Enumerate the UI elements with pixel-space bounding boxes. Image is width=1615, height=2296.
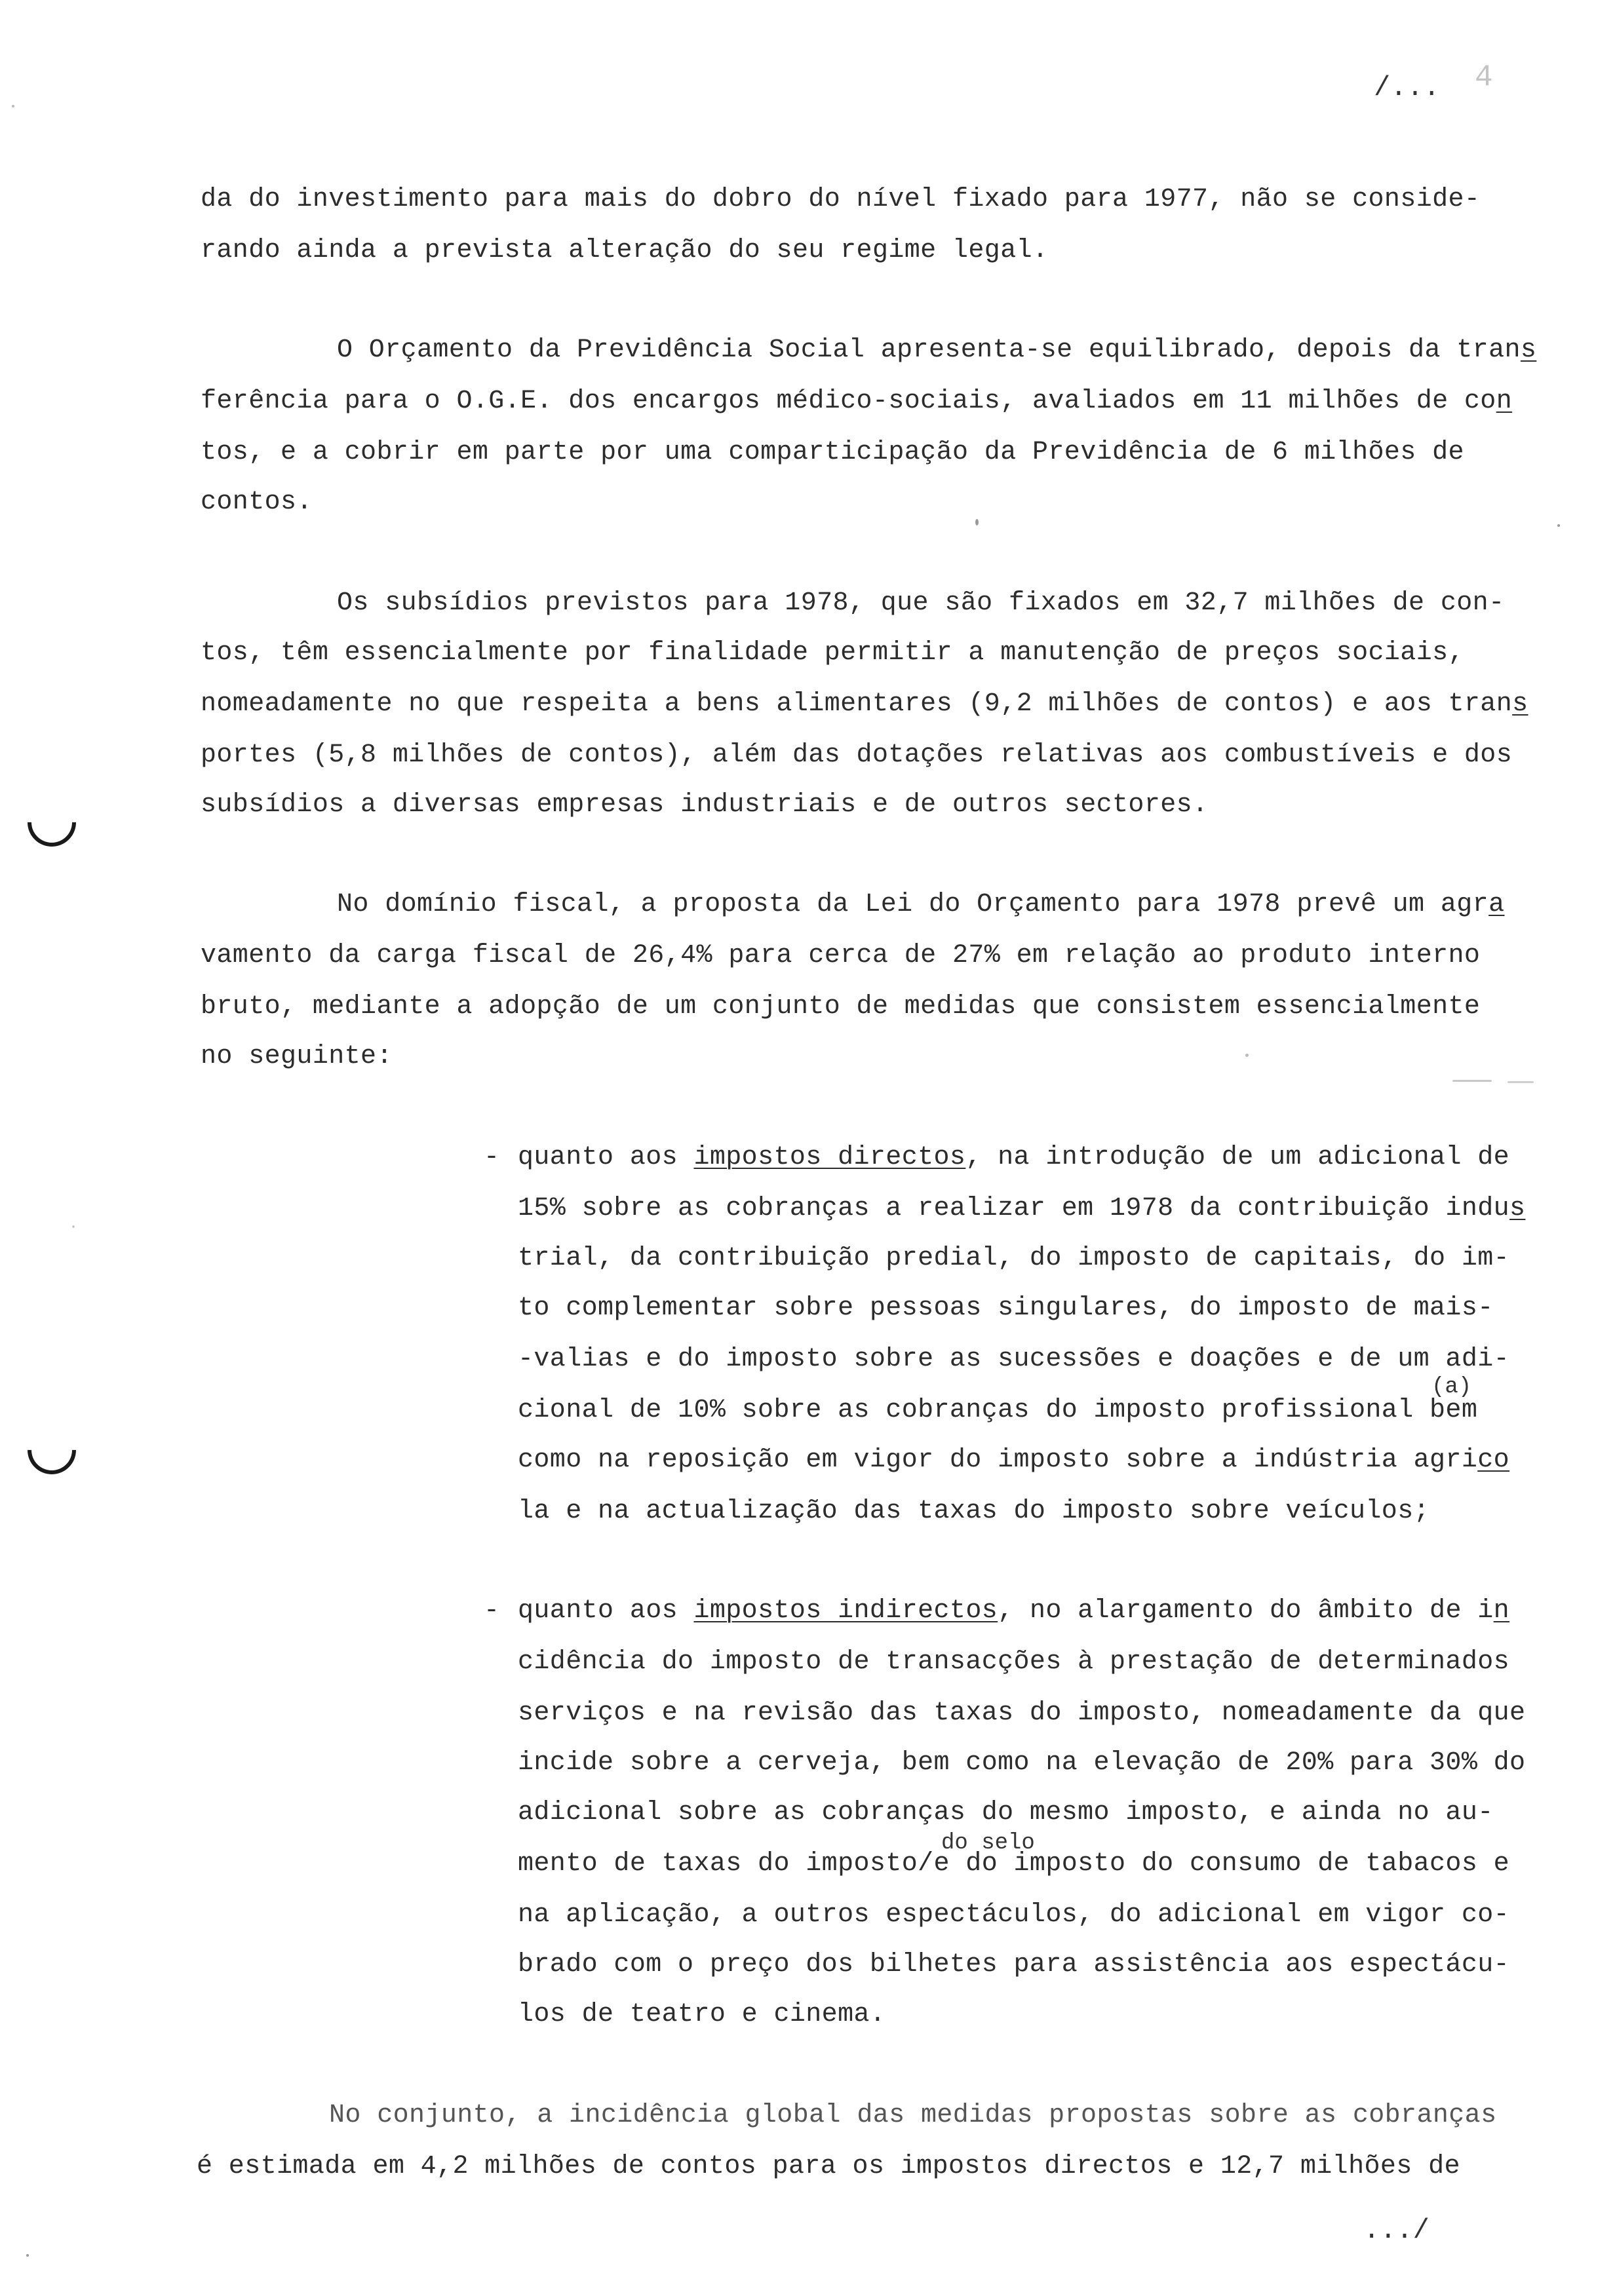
bullet-2-line-1-underlined: n — [1493, 1596, 1510, 1626]
punch-hole-mark-bottom — [18, 1416, 87, 1485]
footnote-mark: (a) — [1431, 1375, 1472, 1400]
paragraph-3-line-3-text: nomeadamente no que respeita a bens alimentares (9,2 milhões de contos) e aos tran — [201, 689, 1513, 719]
bullet-2-line-9: los de teatro e cinema. — [518, 2000, 886, 2029]
paragraph-3-line-1: Os subsídios previstos para 1978, que são fixados em 32,7 milhões de con- — [337, 588, 1505, 618]
bullet-1-line-5: -valias e do imposto sobre as sucessões e doações e de um adi- — [518, 1345, 1510, 1374]
bullet-2-line-5: adicional sobre as cobranças do mesmo imposto, e ainda no au- — [518, 1798, 1494, 1827]
bullet-1-line-7-underlined: co — [1477, 1445, 1510, 1475]
paragraph-3-line-3-underlined: s — [1512, 689, 1528, 719]
paragraph-3-line-2: tos, têm essencialmente por finalidade permitir a manutenção de preços sociais, — [201, 638, 1464, 668]
scan-speck — [26, 2254, 29, 2257]
scan-speck — [975, 519, 979, 526]
bullet-1-line-1-rest: , na introdução de um adicional de — [965, 1143, 1510, 1172]
page-marker: /... — [1374, 72, 1440, 104]
bullet-1-line-7 — [518, 1444, 1509, 1477]
bullet-2-line-8: brado com o preço dos bilhetes para assistência aos espectácu- — [518, 1950, 1510, 1980]
bullet-2-line-3: serviços e na revisão das taxas do imposto, nomeadamente da que — [518, 1698, 1526, 1728]
paragraph-4-line-1 — [337, 889, 1505, 921]
paragraph-5-line-1: No conjunto, a incidência global das medidas propostas sobre as cobranças — [329, 2101, 1497, 2130]
scan-speck — [1245, 1054, 1249, 1057]
paragraph-2-line-4: contos. — [201, 488, 313, 517]
page-number-faint: 4 — [1475, 60, 1493, 94]
punch-hole-mark-top — [18, 788, 87, 857]
bullet-2-line-1-text: quanto aos — [518, 1596, 694, 1626]
paragraph-2-line-3: tos, e a cobrir em parte por uma comparticipação da Previdência de 6 milhões de — [201, 438, 1464, 467]
paragraph-4-line-4: no seguinte: — [201, 1042, 393, 1071]
scan-speck — [1557, 524, 1560, 527]
paragraph-5-line-2: é estimada em 4,2 milhões de contos para os impostos directos e 12,7 milhões de — [197, 2152, 1460, 2181]
bullet-1-line-2-text: 15% sobre as cobranças a realizar em 1978 da contribuição indu — [518, 1194, 1510, 1223]
paragraph-2-line-1 — [337, 334, 1536, 367]
bullet-2-line-1-rest: , no alargamento do âmbito de i — [998, 1596, 1494, 1626]
bullet-1-line-6-rest: bem — [1413, 1396, 1478, 1425]
bullet-2-heading-impostos-indirectos: impostos indirectos — [693, 1596, 998, 1626]
paragraph-4-line-1-underlined: a — [1489, 890, 1505, 919]
paragraph-2-line-2-text: ferência para o O.G.E. dos encargos médico-sociais, avaliados em 11 milhões de co — [201, 387, 1496, 416]
paragraph-2-line-2-underlined: n — [1496, 387, 1513, 416]
bullet-1-line-7-text: como na reposição em vigor do imposto sobre a indústria agri — [518, 1445, 1478, 1475]
paragraph-3-line-3 — [201, 688, 1528, 721]
paragraph-2-line-1-text: O Orçamento da Previdência Social apresenta-se equilibrado, depois da tran — [337, 335, 1521, 365]
paragraph-4-line-3: bruto, mediante a adopção de um conjunto de medidas que consistem essencialmente — [201, 992, 1481, 1022]
paragraph-2-line-1-underlined: s — [1520, 335, 1537, 365]
bullet-2-dash: - — [484, 1596, 500, 1626]
bullet-1-line-1 — [518, 1141, 1509, 1174]
bullet-1-line-2-underlined: s — [1509, 1194, 1526, 1223]
scan-speck — [72, 1225, 75, 1228]
bullet-1-line-1-text: quanto aos — [518, 1143, 694, 1172]
bullet-1-heading-impostos-directos: impostos directos — [693, 1143, 966, 1172]
paragraph-4-line-2: vamento da carga fiscal de 26,4% para cerca de 27% em relação ao produto interno — [201, 941, 1481, 970]
continuation-marker: .../ — [1363, 2215, 1430, 2246]
bullet-2-line-2: cidência do imposto de transacções à prestação de determinados — [518, 1647, 1510, 1677]
bullet-1-line-3: trial, da contribuição predial, do imposto de capitais, do im- — [518, 1244, 1510, 1273]
bullet-1-dash: - — [484, 1143, 500, 1172]
handwritten-insertion: do selo — [941, 1831, 1035, 1856]
scan-speck — [1452, 1080, 1492, 1082]
paragraph-3-line-4: portes (5,8 milhões de contos), além das dotações relativas aos combustíveis e dos — [201, 740, 1513, 770]
bullet-2-line-1 — [518, 1595, 1509, 1628]
bullet-1-line-6 — [518, 1394, 1477, 1427]
bullet-1-line-2 — [518, 1193, 1525, 1225]
bullet-1-line-6-text: cional de 10% sobre as cobranças do imposto profissional — [518, 1396, 1414, 1425]
paragraph-4-line-1-text: No domínio fiscal, a proposta da Lei do Orçamento para 1978 prevê um agr — [337, 890, 1489, 919]
bullet-2-line-4: incide sobre a cerveja, bem como na elevação de 20% para 30% do — [518, 1748, 1526, 1778]
paragraph-1-line-1: da do investimento para mais do dobro do nível fixado para 1977, não se conside- — [201, 185, 1481, 214]
scan-speck — [12, 105, 14, 107]
bullet-2-line-6: mento de taxas do imposto/e do imposto do consumo de tabacos e — [518, 1849, 1510, 1879]
bullet-1-line-8: la e na actualização das taxas do imposto sobre veículos; — [518, 1497, 1430, 1526]
bullet-2-line-7: na aplicação, a outros espectáculos, do adicional em vigor co- — [518, 1900, 1510, 1930]
bullet-1-line-4: to complementar sobre pessoas singulares, do imposto de mais- — [518, 1293, 1494, 1323]
paragraph-3-line-5: subsídios a diversas empresas industriais e de outros sectores. — [201, 790, 1209, 820]
paragraph-2-line-2 — [201, 385, 1512, 418]
paragraph-1-line-2: rando ainda a prevista alteração do seu regime legal. — [201, 236, 1049, 265]
scan-speck — [1508, 1081, 1534, 1083]
